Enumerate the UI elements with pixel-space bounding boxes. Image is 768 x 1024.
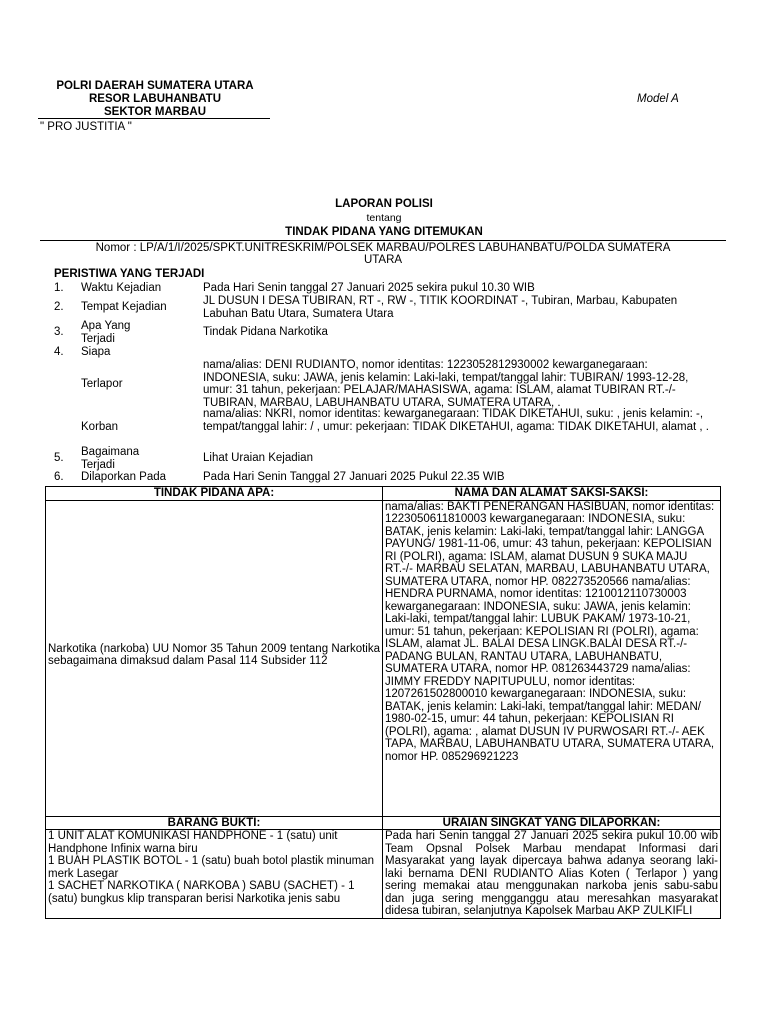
item-value: Pada Hari Senin Tanggal 27 Januari 2025 Pukul 22.35 WIB bbox=[203, 471, 505, 483]
item-number: 2. bbox=[54, 301, 64, 313]
item-number: 5. bbox=[54, 452, 64, 464]
item-label: Dilaporkan Pada bbox=[81, 471, 167, 483]
item-number: 1. bbox=[54, 282, 64, 294]
tindak-pidana-cell: Narkotika (narkoba) UU Nomor 35 Tahun 2009 tentang Narkotika sebagaimana dimaksud dalam Pasal 114 Subsider 112 bbox=[46, 500, 383, 816]
item-value: Lihat Uraian Kejadian bbox=[203, 452, 313, 464]
item-label: Apa Yang Terjadi bbox=[81, 320, 131, 345]
saksi-cell: nama/alias: BAKTI PENERANGAN HASIBUAN, nomor identitas: 1223050611810003 kewarganegaraan: INDONESIA, suku: BATAK, jenis kelamin: Laki-laki, tempat/tanggal lahir: LANGGA PAYUNG/ 1981-11-06, umur: 43 tahun, pekerjaan: KEPOLISIAN RI (POLRI), agama: ISLAM, alamat DUSUN 9 SUKA MAJU RT.-/- MARBAU SELATAN, MARBAU, LABUHANBATU UTARA, SUMATERA UTARA, nomor HP. 082273520566 nama/alias: HENDRA PURNAMA, nomor identitas: 1210012110730003 kewarganegaraan: INDONESIA, suku: JAWA, jenis kelamin: Laki-laki, tempat/tanggal lahir: LUBUK PAKAM/ 1973-10-21, umur: 51 tahun, pekerjaan: KEPOLISIAN RI (POLRI), agama: ISLAM, alamat JL. BALAI DESA LINGK.BALAI DESA RT.-/- PADANG BULAN, RANTAU UTARA, LABUHANBATU, SUMATERA UTARA, nomor HP. 081263443729 nama/alias: JIMMY FREDDY NAPITUPULU, nomor identitas: 1207261502800010 kewarganegaraan: INDONESIA, suku: BATAK, jenis kelamin: Laki-laki, tempat/tanggal lahir: MEDAN/ 1980-02-15, umur: 44 tahun, pekerjaan: KEPOLISIAN RI (POLRI), agama: , alamat DUSUN IV PURWOSARI RT.-/- AEK TAPA, MARBAU, LABUHANBATU UTARA, SUMATERA UTARA, nomor HP. 085296921223 bbox=[383, 500, 721, 816]
uraian-cell: Pada hari Senin tanggal 27 Januari 2025 sekira pukul 10.00 wib Team Opsnal Polsek Marbau mendapat Informasi dari Masyarakat yang layak dipercaya bahwa adanya seorang laki-laki bernama DENI RUDIANTO Alias Koten ( Terlapor ) yang sering memakai atau menggunakan narkoba jenis sabu-sabu dan juga sering mengganggu atau meresahkan masyarakat didesa tubiran, selanjutnya Kapolsek Marbau AKP ZULKIFLI bbox=[383, 830, 721, 919]
item-label: Tempat Kejadian bbox=[81, 301, 167, 313]
barang-bukti-item: 1 BUAH PLASTIK BOTOL - 1 (satu) buah botol plastik minuman merk Lasegar bbox=[48, 855, 374, 880]
item-value: Pada Hari Senin tanggal 27 Januari 2025 sekira pukul 10.30 WIB bbox=[203, 282, 535, 294]
nomor-line-1: Nomor : LP/A/1/I/2025/SPKT.UNITRESKRIM/POLSEK MARBAU/POLRES LABUHANBATU/POLDA SUMATERA bbox=[95, 242, 671, 254]
report-tentang: tentang bbox=[366, 212, 402, 224]
nomor-line-2: UTARA bbox=[363, 254, 403, 266]
report-title: LAPORAN POLISI bbox=[335, 198, 433, 210]
header-divider bbox=[38, 118, 270, 119]
item-label: Waktu Kejadian bbox=[81, 282, 162, 294]
barang-bukti-cell bbox=[46, 830, 383, 919]
report-subtitle: TINDAK PIDANA YANG DITEMUKAN bbox=[285, 226, 483, 238]
item-number: 4. bbox=[54, 346, 64, 358]
item-number: 6. bbox=[54, 471, 64, 483]
peristiwa-heading: PERISTIWA YANG TERJADI bbox=[54, 268, 205, 280]
pro-justitia: " PRO JUSTITIA " bbox=[40, 121, 132, 133]
report-table bbox=[45, 486, 721, 919]
header-line-2: RESOR LABUHANBATU bbox=[88, 93, 222, 105]
model-label: Model A bbox=[637, 93, 679, 105]
item-value: nama/alias: DENI RUDIANTO, nomor identitas: 1223052812930002 kewarganegaraan: INDONESIA, suku: JAWA, jenis kelamin: Laki-laki, tempat/tanggal lahir: TUBIRAN/ 1993-12-28, umur: 31 tahun, pekerjaan: PELAJAR/MAHASISWA, agama: ISLAM, alamat TUBIRAN RT.-/- TUBIRAN, MARBAU, LABUHANBATU UTARA, SUMATERA UTARA, . bbox=[203, 359, 689, 409]
item-value: JL DUSUN I DESA TUBIRAN, RT -, RW -, TITIK KOORDINAT -, Tubiran, Marbau, Kabupaten Labuhan Batu Utara, Sumatera Utara bbox=[203, 295, 678, 320]
header-saksi: NAMA DAN ALAMAT SAKSI-SAKSI: bbox=[383, 487, 721, 501]
title-divider bbox=[40, 240, 726, 241]
item-value: nama/alias: NKRI, nomor identitas: kewarganegaraan: TIDAK DIKETAHUI, suku: , jenis kelamin: -, tempat/tanggal lahir: / , umur: pekerjaan: TIDAK DIKETAHUI, agama: TIDAK DIKETAHUI, alamat , . bbox=[203, 408, 709, 433]
header-line-3: SEKTOR MARBAU bbox=[103, 106, 206, 118]
header-tindak-pidana: TINDAK PIDANA APA: bbox=[46, 487, 383, 501]
item-label: Siapa bbox=[81, 346, 111, 358]
header-uraian: URAIAN SINGKAT YANG DILAPORKAN: bbox=[383, 816, 721, 830]
barang-bukti-item: 1 UNIT ALAT KOMUNIKASI HANDPHONE - 1 (satu) unit Handphone Infinix warna biru bbox=[48, 830, 338, 855]
barang-bukti-item: 1 SACHET NARKOTIKA ( NARKOBA ) SABU (SACHET) - 1 (satu) bungkus klip transparan berisi Narkotika jenis sabu bbox=[48, 880, 355, 905]
item-label: Bagaimana Terjadi bbox=[81, 446, 140, 471]
item-value: Tindak Pidana Narkotika bbox=[203, 326, 328, 338]
item-label: Korban bbox=[81, 421, 119, 433]
item-number: 3. bbox=[54, 326, 64, 338]
header-line-1: POLRI DAERAH SUMATERA UTARA bbox=[56, 80, 254, 92]
item-label: Terlapor bbox=[81, 378, 123, 390]
header-barang-bukti: BARANG BUKTI: bbox=[46, 816, 383, 830]
